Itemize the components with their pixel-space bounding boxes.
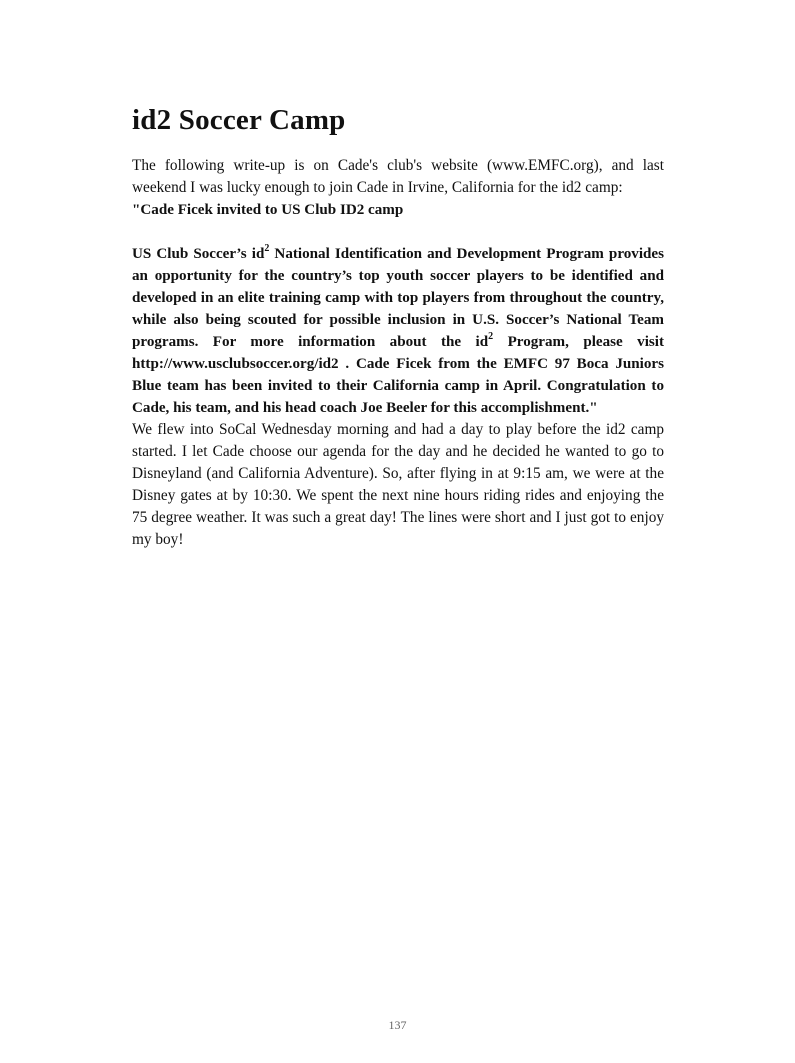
superscript-2: 2 bbox=[264, 243, 270, 254]
quote-body-part3: Program, please visit http://www.usclubsoccer.org/id2 . Cade Ficek from the EMFC 97 Boca Juniors Blue team has been invited to their California camp in April. Congratulation to Cade, his team, and his head coach Joe Beeler for this accomplishment." bbox=[132, 334, 664, 416]
closing-paragraph: We flew into SoCal Wednesday morning and had a day to play before the id2 camp started. I let Cade choose our agenda for the day and he decided he wanted to go to Disneyland (and California Adventure). So, after flying in at 9:15 am, we were at the Disney gates at by 10:30. We spent the next nine hours riding rides and enjoying the 75 degree weather. It was such a great day! The lines were short and I just got to enjoy my boy! bbox=[132, 421, 664, 548]
quote-body-part1: US Club Soccer’s id bbox=[132, 246, 265, 262]
quote-body bbox=[132, 243, 664, 419]
page-content bbox=[132, 100, 664, 551]
quote-heading: "Cade Ficek invited to US Club ID2 camp bbox=[132, 202, 404, 218]
superscript-2-second: 2 bbox=[488, 331, 494, 342]
quote-body-part2: National Identification and Development Program provides an opportunity for the country’s top youth soccer players to be identified and developed in an elite training camp with top players from throughout the country, while also being scouted for possible inclusion in U.S. Soccer’s National Team programs. For more information about the id bbox=[132, 246, 664, 350]
page-number: 137 bbox=[388, 1018, 407, 1032]
page-title: id2 Soccer Camp bbox=[132, 104, 346, 136]
intro-paragraph: The following write-up is on Cade's club's website (www.EMFC.org), and last weekend I was lucky enough to join Cade in Irvine, California for the id2 camp: bbox=[132, 157, 664, 196]
